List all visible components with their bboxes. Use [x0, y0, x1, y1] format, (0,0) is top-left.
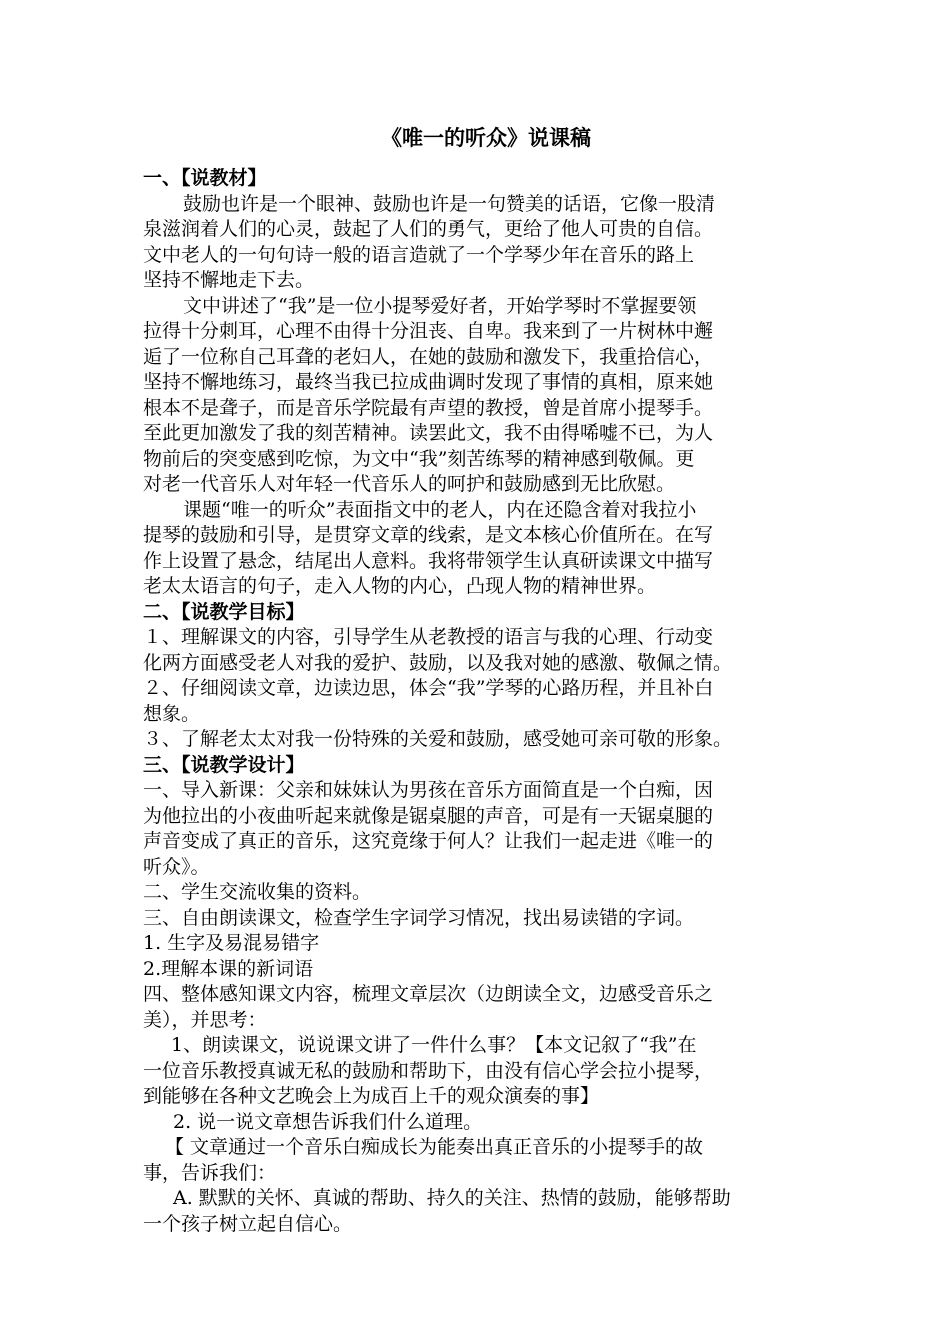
text-line: 一个孩子树立起自信心。 — [143, 1212, 353, 1235]
text-line: 四、整体感知课文内容，梳理文章层次（边朗读全文，边感受音乐之 — [143, 983, 714, 1005]
text-line: 文中老人的一句句诗一般的语言造就了一个学琴少年在音乐的路上 — [143, 243, 695, 266]
text-line: １、理解课文的内容，引导学生从老教授的语言与我的心理、行动变 — [143, 626, 714, 648]
document-title: 《唯一的听众》说课稿 — [381, 125, 591, 150]
text-line: 课题“唯一的听众”表面指文中的老人，内在还隐含着对我拉小 — [183, 498, 697, 521]
section-heading: 二、【说教学目标】 — [143, 600, 305, 623]
section-heading: 一、【说教材】 — [143, 167, 267, 189]
text-line: 根本不是聋子，而是音乐学院最有声望的教授，曾是首席小提琴手。 — [143, 396, 714, 419]
text-line: 对老一代音乐人对年轻一代音乐人的呵护和鼓励感到无比欣慰。 — [143, 473, 676, 495]
text-line: A. 默默的关怀、真诚的帮助、持久的关注、热情的鼓励，能够帮助 — [173, 1187, 731, 1209]
text-line: ２、仔细阅读文章，边读边思，体会“我”学琴的心路历程，并且补白 — [143, 677, 714, 699]
text-line: 二、学生交流收集的资料。 — [143, 881, 372, 903]
text-line: 想象。 — [143, 702, 201, 725]
text-line: 听众》。 — [143, 855, 210, 878]
text-line: 1、朗读课文，说说课文讲了一件什么事？【本文记叙了“我”在 — [171, 1034, 697, 1056]
text-line: 坚持不懈地练习，最终当我已拉成曲调时发现了事情的真相，原来她 — [143, 371, 714, 393]
text-line: 事，告诉我们： — [143, 1161, 277, 1184]
text-line: 2. 说一说文章想告诉我们什么道理。 — [173, 1110, 483, 1133]
text-line: 文中讲述了“我”是一位小提琴爱好者，开始学琴时不掌握要领 — [183, 294, 697, 317]
text-line: 一位音乐教授真诚无私的鼓励和帮助下，由没有信心学会拉小提琴， — [143, 1059, 714, 1082]
text-line: 化两方面感受老人对我的爱护、鼓励，以及我对她的感激、敬佩之情。 — [143, 651, 733, 674]
text-line: 提琴的鼓励和引导，是贯穿文章的线索，是文本核心价值所在。在写 — [143, 524, 714, 546]
text-line: 鼓励也许是一个眼神、鼓励也许是一句赞美的话语，它像一股清 — [183, 192, 716, 215]
text-line: 老太太语言的句子，走入人物的内心，凸现人物的精神世界。 — [143, 575, 657, 597]
section-heading: 三、【说教学设计】 — [143, 753, 305, 776]
text-line: 声音变成了真正的音乐，这究竟缘于何人？让我们一起走进《唯一的 — [143, 830, 714, 852]
text-line: 2.理解本课的新词语 — [143, 957, 314, 980]
text-line: 坚持不懈地走下去。 — [143, 269, 315, 291]
text-line: 物前后的突变感到吃惊，为文中“我”刻苦练琴的精神感到敬佩。更 — [143, 447, 695, 470]
text-line: 作上设置了悬念，结尾出人意料。我将带领学生认真研读课文中描写 — [143, 549, 714, 572]
text-line: 三、自由朗读课文，检查学生字词学习情况，找出易读错的字词。 — [143, 906, 695, 929]
text-line: 逅了一位称自己耳聋的老妇人，在她的鼓励和激发下，我重拾信心， — [143, 345, 714, 368]
text-line: 【 文章通过一个音乐白痴成长为能奏出真正音乐的小提琴手的故 — [165, 1136, 704, 1158]
text-line: 拉得十分刺耳，心理不由得十分沮丧、自卑。我来到了一片树林中邂 — [143, 320, 714, 342]
text-line: ３、了解老太太对我一份特殊的关爱和鼓励，感受她可亲可敬的形象。 — [143, 728, 733, 750]
text-line: 一、导入新课：父亲和妹妹认为男孩在音乐方面简直是一个白痴，因 — [143, 779, 714, 801]
document-body — [143, 166, 823, 1237]
text-line: 至此更加激发了我的刻苦精神。读罢此文，我不由得唏嘘不已，为人 — [143, 422, 714, 444]
document-page — [143, 118, 823, 1237]
text-line: 泉滋润着人们的心灵，鼓起了人们的勇气，更给了他人可贵的自信。 — [143, 218, 714, 240]
text-line: 1. 生字及易混易错字 — [143, 932, 320, 954]
text-line: 为他拉出的小夜曲听起来就像是锯桌腿的声音，可是有一天锯桌腿的 — [143, 804, 714, 827]
text-line: 到能够在各种文艺晚会上为成百上千的观众演奏的事】 — [143, 1085, 600, 1107]
text-line: 美），并思考： — [143, 1008, 267, 1031]
